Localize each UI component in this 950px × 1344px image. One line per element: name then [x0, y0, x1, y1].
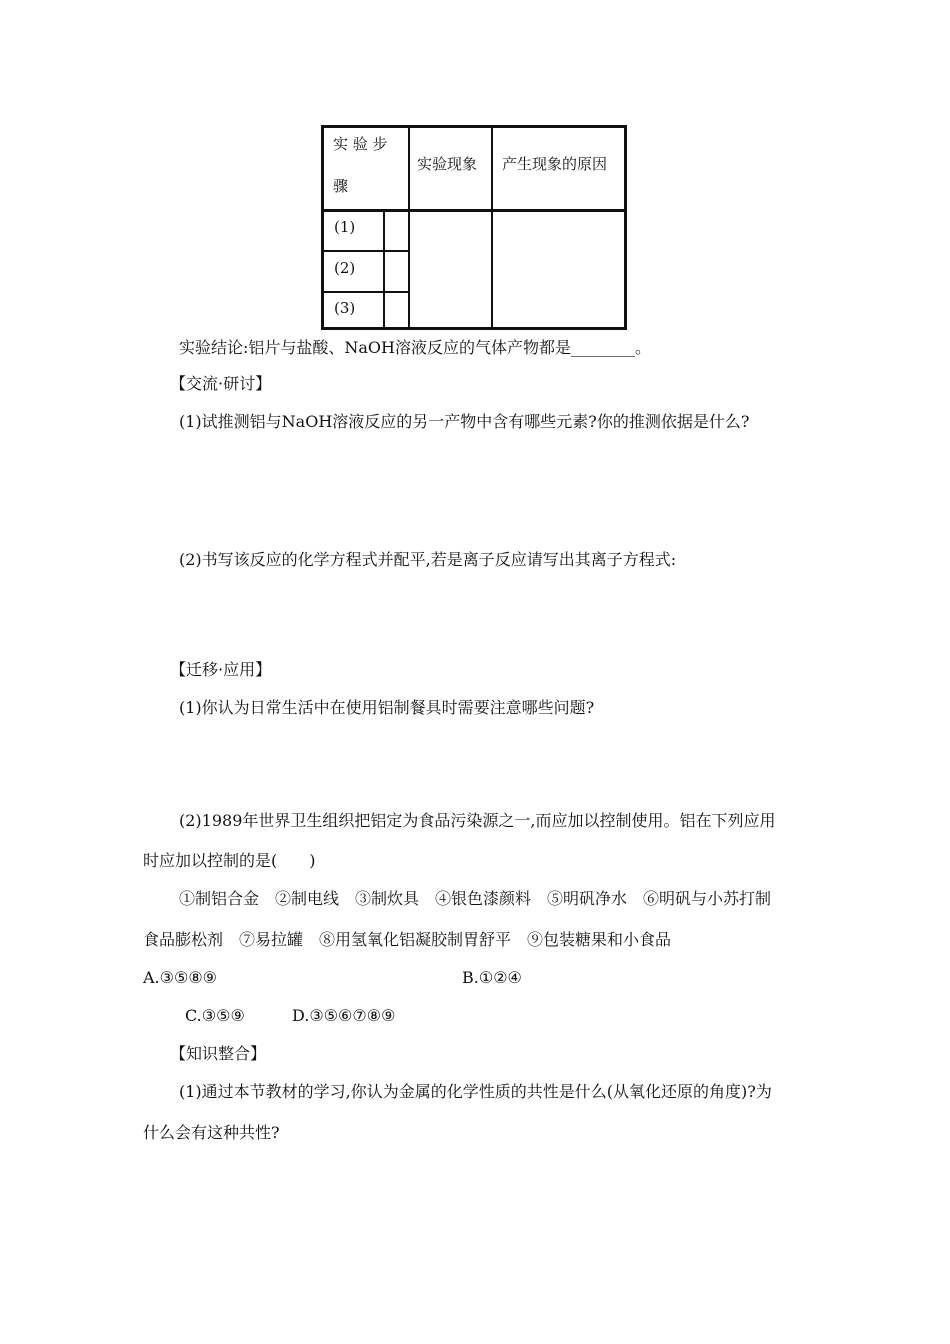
option-b: B.①②④	[462, 968, 522, 987]
row-label: (2)	[334, 259, 356, 277]
row-label: (1)	[334, 218, 356, 236]
row-label: (3)	[334, 299, 356, 317]
table-divider	[408, 128, 410, 327]
section-title-integration: 【知识整合】	[170, 1044, 267, 1063]
header-phenomenon: 实验现象	[417, 155, 478, 173]
exchange-question-1: (1)试推测铝与NaOH溶液反应的另一产物中含有哪些元素?你的推测依据是什么?	[179, 412, 750, 431]
option-a: A.③⑤⑧⑨	[143, 968, 218, 987]
header-steps-line1: 实 验 步	[333, 135, 388, 153]
exchange-question-2: (2)书写该反应的化学方程式并配平,若是离子反应请写出其离子方程式:	[179, 550, 677, 569]
table-divider	[324, 291, 408, 293]
transfer-question-2-line1: (2)1989年世界卫生组织把铝定为食品污染源之一,而应加以控制使用。铝在下列应用	[179, 811, 776, 830]
integration-question-1-line2: 什么会有这种共性?	[143, 1123, 280, 1142]
option-d: D.③⑤⑥⑦⑧⑨	[292, 1006, 396, 1025]
transfer-question-1: (1)你认为日常生活中在使用铝制餐具时需要注意哪些问题?	[179, 698, 595, 717]
table-divider	[324, 209, 624, 212]
option-c: C.③⑤⑨	[185, 1006, 245, 1025]
experiment-table	[321, 125, 627, 330]
table-divider	[491, 128, 493, 327]
header-reason: 产生现象的原因	[502, 155, 608, 173]
transfer-question-2-line2: 时应加以控制的是( )	[143, 851, 316, 870]
experiment-conclusion: 实验结论:铝片与盐酸、NaOH溶液反应的气体产物都是________。	[179, 338, 652, 357]
section-title-exchange: 【交流·研讨】	[170, 374, 272, 393]
header-steps-line2: 骤	[333, 177, 349, 195]
table-divider	[324, 250, 408, 252]
section-title-transfer: 【迁移·应用】	[170, 660, 272, 679]
transfer-items-line2: 食品膨松剂 ⑦易拉罐 ⑧用氢氧化铝凝胶制胃舒平 ⑨包装糖果和小食品	[143, 930, 672, 949]
transfer-items-line1: ①制铝合金 ②制电线 ③制炊具 ④银色漆颜料 ⑤明矾净水 ⑥明矾与小苏打制	[179, 889, 772, 908]
integration-question-1-line1: (1)通过本节教材的学习,你认为金属的化学性质的共性是什么(从氧化还原的角度)?为	[179, 1082, 772, 1101]
table-divider	[383, 210, 385, 327]
